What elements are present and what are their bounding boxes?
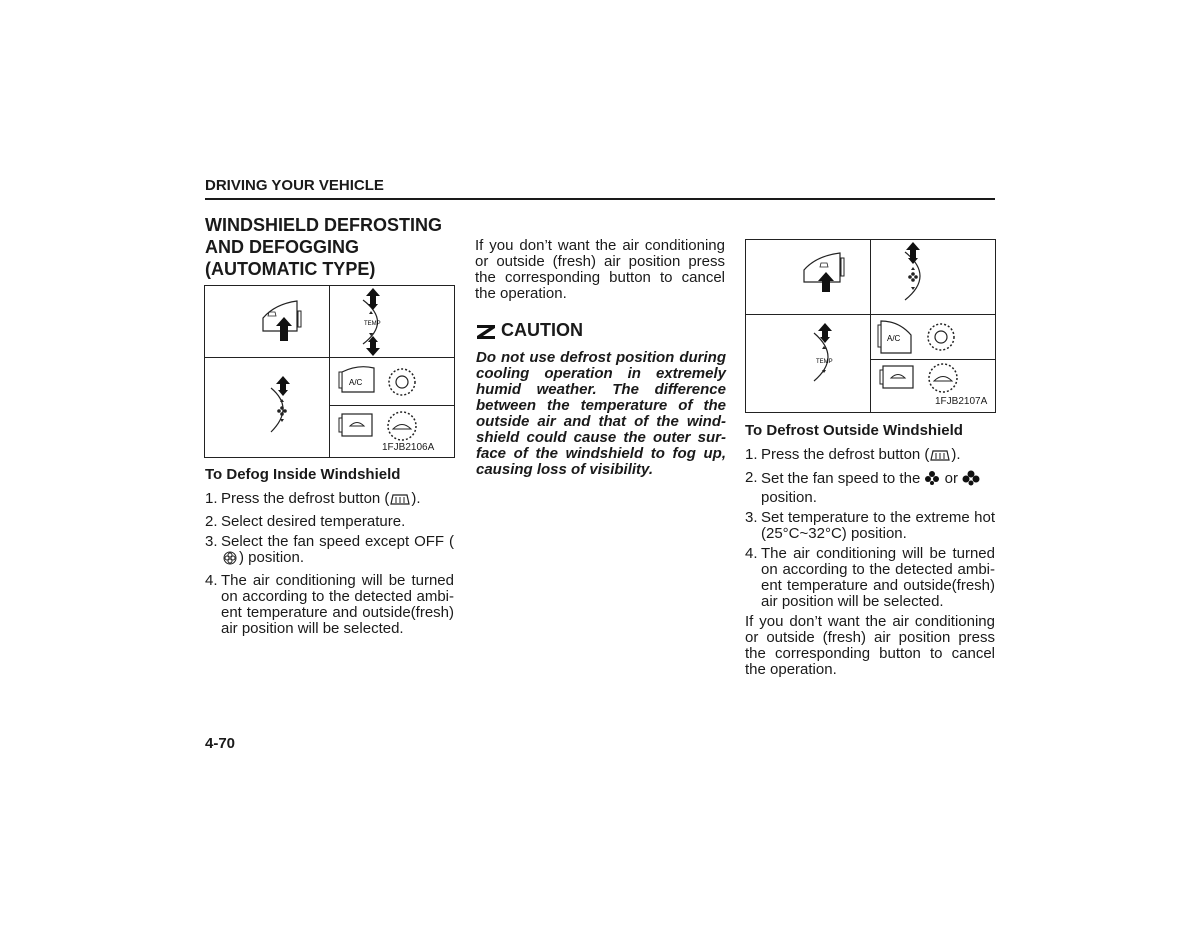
ac-label: A/C [887, 334, 901, 343]
temp-dial-illustration [746, 315, 870, 412]
defog-inside-heading: To Defog Inside Windshield [205, 466, 401, 483]
defog-step-2: 2. Select desired temperature. [205, 513, 406, 530]
defog-step-1: 1. Press the defrost button ( ). [205, 491, 454, 510]
defog-inside-section [205, 466, 454, 641]
fig-cell-fan [205, 358, 330, 457]
ac-label: A/C [349, 378, 363, 387]
section-header: DRIVING YOUR VEHICLE [205, 177, 384, 194]
defrost-icon [389, 492, 411, 510]
figure-code: 1FJB2106A [382, 442, 435, 453]
caution-heading: CAUTION [476, 320, 726, 344]
fig-cell-fresh [871, 360, 995, 412]
caution-icon [476, 323, 496, 344]
page-title [205, 214, 455, 280]
temp-label: TEMP [816, 359, 833, 365]
ac-recirc-illustration [330, 358, 454, 406]
figure-defog-inside [204, 285, 455, 458]
fig-cell-temp [330, 286, 454, 358]
defrost-step-2: 2. Set the fan speed to the or position. [745, 470, 995, 506]
fan-medium-icon [924, 470, 940, 490]
temp-label: TEMP [364, 321, 381, 327]
fig-cell-fresh [330, 406, 454, 457]
title-line-1: WINDSHIELD DEFROSTING [205, 215, 442, 235]
fig-cell-ac [330, 358, 454, 406]
fig-cell-temp [746, 315, 871, 412]
ac-recirc-illustration [871, 315, 995, 360]
defrost-button-press-illustration [746, 240, 870, 315]
defog-step-4: 4. The air conditioning will be turned on according to the detected ambi-ent temperature and outside(fresh) air position will be selected. [205, 572, 454, 637]
fan-off-icon [221, 551, 239, 569]
fig-cell-ac [871, 315, 995, 360]
fan-dial-illustration [205, 358, 329, 457]
page-number: 4-70 [205, 735, 236, 752]
defrost-icon [929, 448, 951, 466]
title-line-3: (AUTOMATIC TYPE) [205, 259, 376, 279]
temp-dial-illustration [330, 286, 454, 358]
defrost-outside-heading: To Defrost Outside Windshield [745, 422, 963, 439]
defrost-outside-outro: If you don’t want the air conditioning or outside (fresh) air position press the corresponding button to cancel the operation. [745, 613, 995, 678]
defrost-button-press-illustration [205, 286, 329, 358]
figure-code: 1FJB2107A [935, 396, 988, 407]
title-line-2: AND DEFOGGING [205, 237, 360, 257]
fig-cell-fan-high [871, 240, 995, 315]
defrost-step-3: 3. Set temperature to the extreme hot (25°C~32°C) position. [745, 509, 995, 542]
fan-dial-illustration [871, 240, 995, 315]
defrost-step-4: 4. The air conditioning will be turned on according to the detected ambi-ent temperature and outside(fresh) air position will be selected. [745, 545, 995, 610]
figure-defrost-outside [745, 239, 996, 413]
fig-cell-defrost [746, 240, 871, 315]
header-rule [205, 198, 995, 200]
defrost-outside-section [745, 422, 995, 678]
caution-box [476, 320, 726, 478]
fan-high-icon [962, 470, 980, 490]
middle-intro: If you don’t want the air conditioning or outside (fresh) air position press the corresponding button to cancel the operation. [475, 237, 725, 302]
defog-step-3: 3. Select the fan speed except OFF () position. [205, 534, 454, 569]
defrost-step-1: 1. Press the defrost button ( ). [745, 447, 995, 466]
fig-cell-defrost [205, 286, 330, 358]
caution-text: Do not use defrost position during cooling operation in extremely humid weather. The difference between the temperature of the outside air and that of the wind-shield could cause the outer sur-face of the windshield to fog up, causing loss of visibility. [476, 349, 726, 478]
